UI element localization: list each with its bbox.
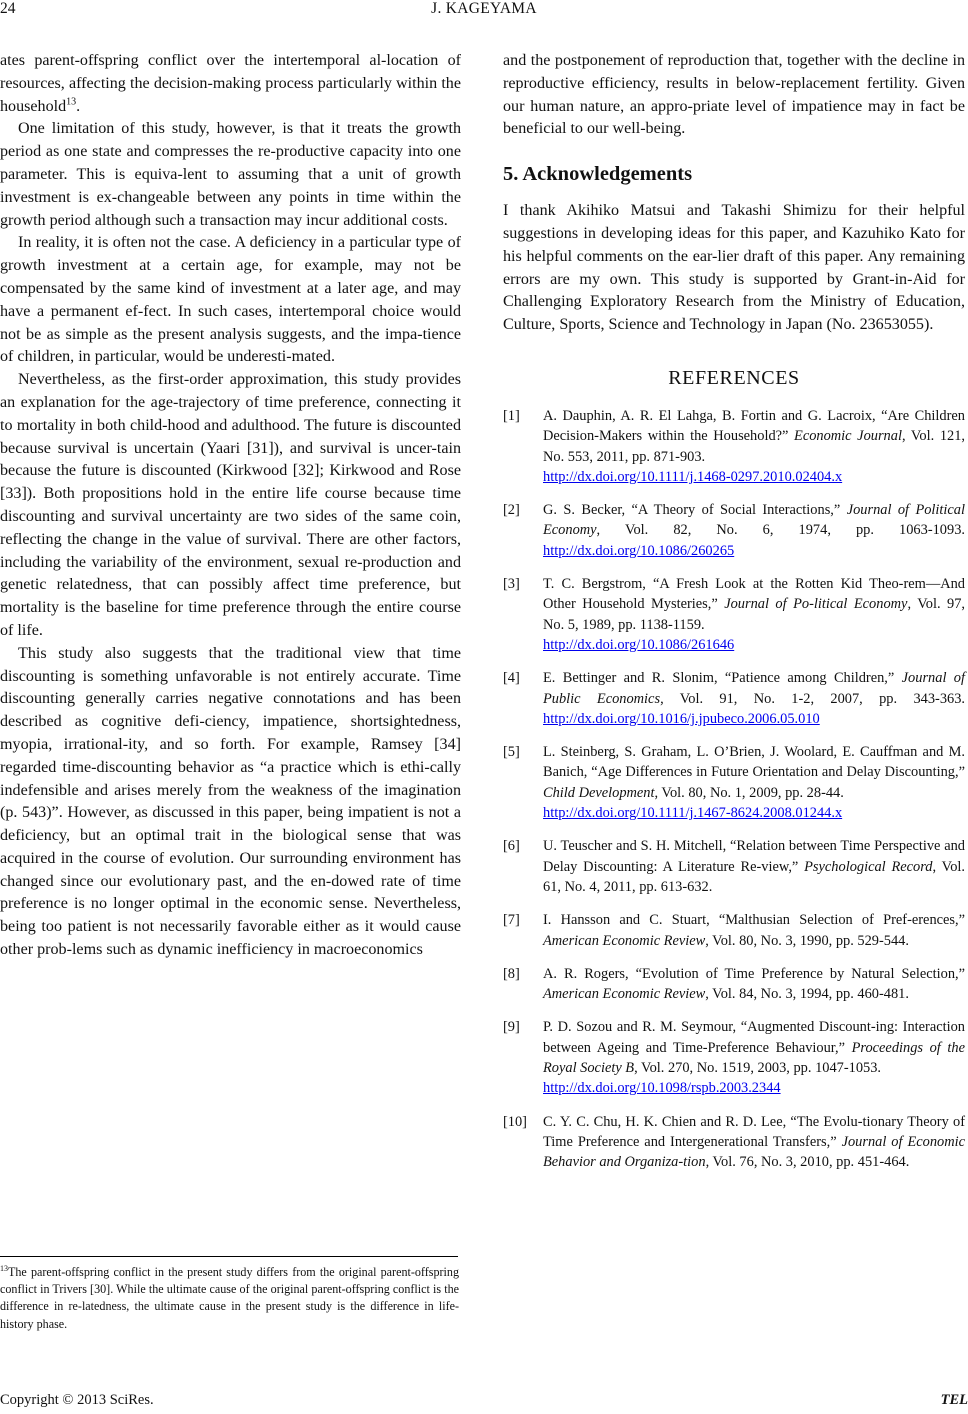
reference-item: [503, 836, 965, 897]
reference-details: , Vol. 91, No. 1-2, 2007, pp. 343-363.: [660, 690, 966, 707]
paragraph-conflict: ates parent-offspring conflict over the intertemporal al-location of resources, affecting the decision-making process particularly within the household$^{13}$.: [0, 52, 461, 115]
reference-authors-title: I. Hansson and C. Stuart, “Malthusian Selection of Pref-erences,”: [543, 912, 965, 929]
reference-item: [503, 964, 965, 1005]
reference-journal: Proceedings of the Royal Society B: [543, 1039, 965, 1076]
footnote-divider: [0, 1256, 458, 1257]
reference-number: [2]: [503, 502, 520, 519]
reference-number: [1]: [503, 407, 520, 424]
reference-item: [503, 406, 965, 487]
reference-authors-title: P. D. Sozou and R. M. Seymour, “Augmented Discount-ing: Interaction between Ageing and Time-Preference Behaviour,”: [543, 1019, 965, 1056]
reference-number: [9]: [503, 1019, 520, 1036]
acknowledgements-heading: 5. Acknowledgements: [503, 163, 693, 186]
reference-item: [503, 574, 965, 655]
reference-journal: Journal of Political Economy: [543, 502, 965, 539]
reference-details: , Vol. 80, No. 3, 1990, pp. 529-544.: [705, 932, 909, 949]
footnote-marker: 13: [0, 1263, 8, 1273]
reference-authors-title: L. Steinberg, S. Graham, L. O’Brien, J. Woolard, E. Cauffman and M. Banich, “Age Differences in Future Orientation and Delay Discounting,”: [543, 744, 965, 781]
reference-journal: Economic Journal: [794, 428, 902, 445]
reference-doi-link[interactable]: http://dx.doi.org/10.1111/j.1467-8624.2008.01244.x: [543, 805, 843, 822]
paragraph-reality: In reality, it is often not the case. A deficiency in a particular type of growth investment at a certain age, for example, may not be compensated by the same kind of investment at a later age, and may have a permanent ef-fect. In such cases, intertemporal choice would not be as simple as the present analysis suggests, and the impa-tience of children, in particular, would be underesti-mated.: [0, 234, 461, 366]
reference-journal: American Economic Review: [543, 932, 706, 949]
reference-details: , Vol. 270, No. 1519, 2003, pp. 1047-1053.: [634, 1059, 882, 1076]
reference-item: [503, 500, 965, 561]
paragraph-limitation: One limitation of this study, however, is that it treats the growth period as one state and compresses the re-productive capacity into one parameter. This is equiva-lent to assuming that a unit of growth investment is ex-changeable between any points in time within the growth period although such a transaction may incur additional costs.: [0, 120, 461, 229]
reference-doi-link[interactable]: http://dx.doi.org/10.1086/261646: [543, 636, 735, 653]
left-column: [0, 50, 461, 962]
footnote: [0, 1264, 459, 1333]
right-column: [503, 50, 965, 1185]
reference-details: , Vol. 76, No. 3, 2010, pp. 451-464.: [705, 1154, 910, 1171]
reference-number: [7]: [503, 912, 520, 929]
reference-journal: American Economic Review: [543, 986, 706, 1003]
paragraph-traditional-view: This study also suggests that the traditional view that time discounting is something unfavorable is not entirely accurate. Time discounting generally carries negative connotations and has been described as cognitive defi-ciency, impatience, shortsightedness, myopia, irrational-ity, and so forth. For example, Ramsey [34] regarded time-discounting behavior as “a practice which is ethi-cally indefensible and arises merely from the weakness of the imagination (p. 543)”. However, as discussed in this paper, being impatient is not a deficiency, but an optimal trait in the biological sense that was acquired in the course of evolution. Our surrounding environment has changed since our evolutionary past, and the en-dowed rate of time preference is no longer optimal in the economic sense. Nevertheless, being too patient is not necessarily favorable either as it would cause other prob-lems such as dynamic inefficiency in macroeconomics: [0, 644, 461, 959]
reference-item: [503, 1112, 965, 1173]
reference-list: [503, 406, 965, 1173]
reference-doi-link[interactable]: http://dx.doi.org/10.1111/j.1468-0297.2010.02404.x: [543, 468, 843, 485]
journal-abbrev: TEL: [940, 1392, 968, 1408]
reference-journal: Journal of Public Economics: [543, 670, 965, 707]
running-title: J. KAGEYAMA: [431, 0, 537, 17]
reference-number: [6]: [503, 838, 520, 855]
reference-number: [5]: [503, 744, 520, 761]
reference-item: [503, 910, 965, 951]
reference-details: , Vol. 84, No. 3, 1994, pp. 460-481.: [705, 986, 909, 1003]
reference-journal: Journal of Po-litical Economy: [724, 596, 908, 613]
reference-authors-title: A. R. Rogers, “Evolution of Time Preference by Natural Selection,”: [543, 965, 965, 982]
reference-journal: Child Development: [543, 784, 655, 801]
reference-authors-title: A. Dauphin, A. R. El Lahga, B. Fortin and G. Lacroix, “Are Children Decision-Makers within the Household?”: [543, 407, 965, 445]
reference-details: , Vol. 82, No. 6, 1974, pp. 1063-1093.: [596, 522, 965, 539]
footnote-text: The parent-offspring conflict in the present study differs from the original parent-offspring conflict in Trivers [30]. While the ultimate cause of the original parent-offspring conflict is the difference in re-latedness, the ultimate cause in the present study is the difference in life-history phase.: [0, 1265, 459, 1331]
reference-details: , Vol. 121, No. 553, 2011, pp. 871-903.: [543, 428, 966, 465]
reference-authors-title: G. S. Becker, “A Theory of Social Interactions,”: [543, 502, 847, 519]
reference-authors-title: T. C. Bergstrom, “A Fresh Look at the Rotten Kid Theo-rem—And Other Household Mysteries,”: [543, 576, 965, 613]
reference-item: [503, 1017, 965, 1098]
footnote-ref[interactable]: 13: [66, 96, 77, 108]
reference-details: , Vol. 97, No. 5, 1989, pp. 1138-1159.: [543, 596, 965, 633]
copyright: Copyright © 2013 SciRes.: [0, 1392, 154, 1408]
reference-number: [4]: [503, 670, 520, 687]
page-number: 24: [0, 0, 16, 17]
paragraph-approximation: Nevertheless, as the first-order approximation, this study provides an explanation for the age-trajectory of time preference, connecting it to mortality in both child-hood and adulthood. The future is discounted because survival is uncertain (Yaari [31]), and survival is uncer-tain because the future is discounted (Kirkwood [32]; Kirkwood and Rose [33]). Both propositions hold in the entire life course because time discounting and survival uncertainty are two sides of the same coin, reflecting the change in the value of survival. There are other factors, including the variability of the environment, sexual re-production and genetic relatedness, that can possibly affect time preference, but mortality is the baseline for time preference through the entire course of life.: [0, 371, 461, 639]
reference-authors-title: U. Teuscher and S. H. Mitchell, “Relation between Time Perspective and Delay Discounting: A Literature Re-view,”: [543, 838, 965, 875]
reference-journal: Journal of Economic Behavior and Organiza-tion: [543, 1133, 965, 1171]
reference-doi-link[interactable]: http://dx.doi.org/10.1016/j.jpubeco.2006.05.010: [543, 710, 820, 727]
reference-authors-title: C. Y. C. Chu, H. K. Chien and R. D. Lee, “The Evolu-tionary Theory of Time Preference and Intergenerational Transfers,”: [543, 1113, 965, 1150]
acknowledgements-text: I thank Akihiko Matsui and Takashi Shimizu for their helpful suggestions in developing ideas for this paper, and Kazuhiko Kato for his helpful comments on the ear-lier draft of this paper. Any remaining errors are my own. This study is supported by Grant-in-Aid for Challenging Exploratory Research from the Ministry of Education, Culture, Sports, Science and Technology in Japan (No. 23653055).: [503, 202, 965, 334]
reference-authors-title: E. Bettinger and R. Slonim, “Patience among Children,”: [543, 670, 902, 687]
reference-item: [503, 668, 965, 729]
reference-number: [10]: [503, 1113, 527, 1130]
reference-number: [8]: [503, 965, 520, 982]
references-heading: REFERENCES: [668, 366, 800, 389]
reference-details: , Vol. 80, No. 1, 2009, pp. 28-44.: [654, 784, 844, 801]
reference-number: [3]: [503, 576, 520, 593]
reference-details: , Vol. 61, No. 4, 2011, pp. 613-632.: [543, 858, 965, 895]
reference-journal: Psychological Record: [804, 858, 933, 875]
reference-doi-link[interactable]: http://dx.doi.org/10.1086/260265: [543, 542, 735, 559]
reference-item: [503, 742, 965, 823]
paragraph-continuation: and the postponement of reproduction that, together with the decline in reproductive efficiency, results in below-replacement fertility. Given our human nature, an appro-priate level of impatience may in fact be beneficial to our well-being.: [503, 52, 965, 138]
reference-doi-link[interactable]: http://dx.doi.org/10.1098/rspb.2003.2344: [543, 1080, 781, 1097]
running-head: [0, 0, 968, 30]
